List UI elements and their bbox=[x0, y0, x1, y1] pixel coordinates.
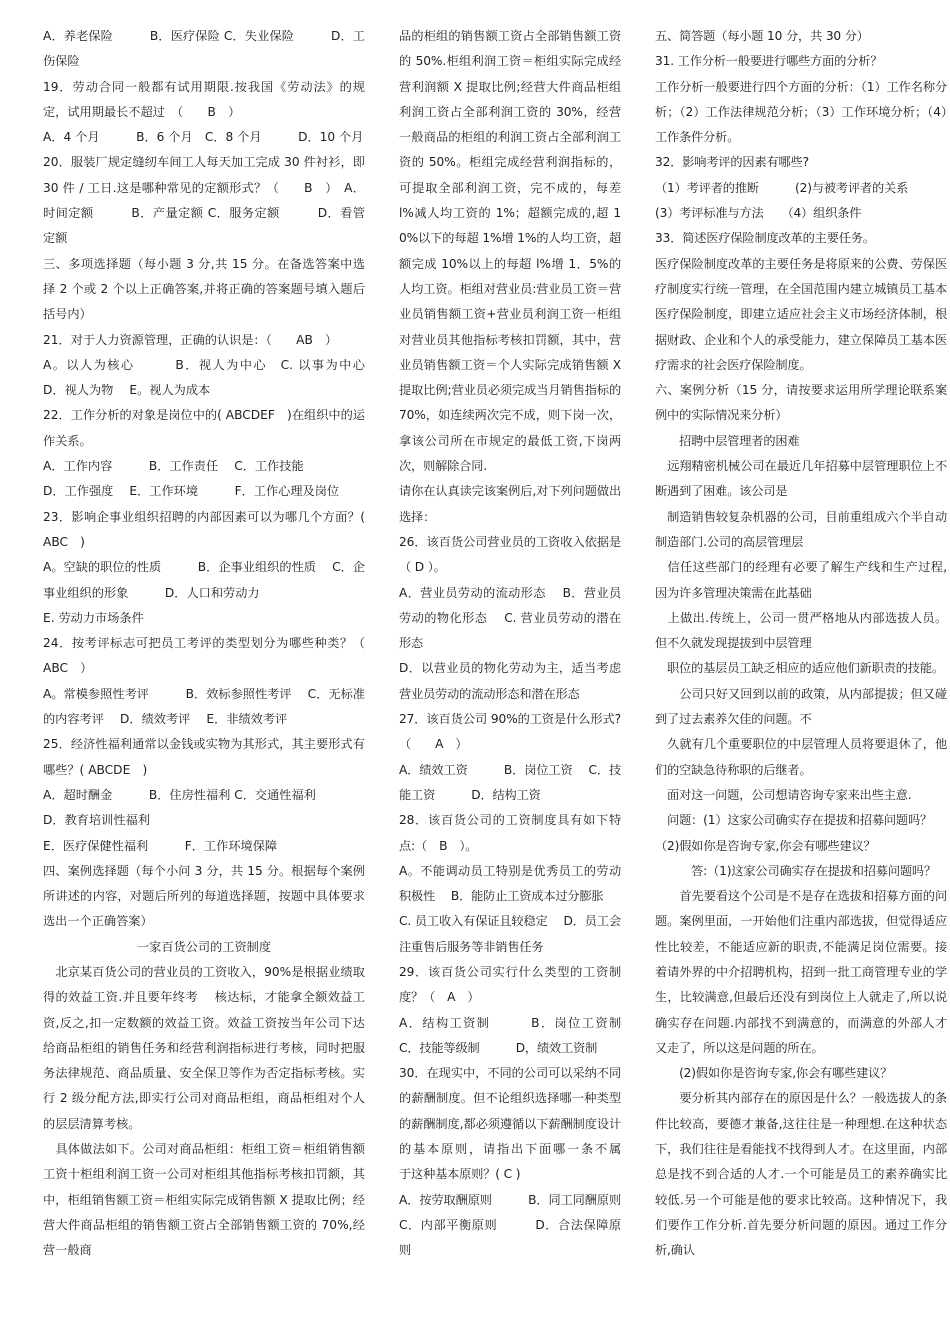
answer-heading-2: (2)假如你是咨询专家,你会有哪些建议？ bbox=[655, 1066, 893, 1081]
answer-paragraph-1: 首先要看这个公司是不是存在选拔和招募方面的问题。案例里面，一开始他们注重内部选拔，但觉得适应性比较差，不能适应新的职责,不能满足岗位需要。接着请外界的中介招聘机构，招到一批工商管理专业的学生，比较满意,但最后还没有到岗位上人就走了,所以说确实存在问题.内部找不到满意的，而满意的外部人才又走了，所以这是问题的所在。 bbox=[655, 889, 947, 1055]
answer-heading-1: 答:（1)这家公司确实存在提拔和招募问题吗？ bbox=[655, 863, 936, 878]
case-analysis-line-5: 职位的基层员工缺乏相应的适应他们新职责的技能。 bbox=[655, 661, 944, 676]
case-analysis-line-3: 信任这些部门的经理有必要了解生产线和生产过程,因为许多管理决策需在此基础 bbox=[655, 560, 947, 600]
left-column bbox=[43, 24, 402, 1264]
answer-options-25a: A．超时酬金 B．住房性福利 C．交通性福利 bbox=[43, 787, 316, 802]
case-paragraph-2: 具体做法如下。公司对商品柜组：柜组工资＝柜组销售额工资十柜组利润工资一公司对柜组其他指标考核扣罚额，其中，柜组销售额工资＝柜组实际完成销售额 X 提取比例；经营大件商品柜组的销售额工资占全部销售额工资的 70%,经营一般商 bbox=[43, 1142, 365, 1258]
case-title: 一家百货公司的工资制度 bbox=[136, 939, 272, 954]
question-30: 30．在现实中，不同的公司可以采纳不同的薪酬制度。但不论组织选择哪一种类型 的薪酬制度,都必须遵循以下薪酬制度设计的基本原则，请指出下面哪一条不属 于这种基本原则？( C ) bbox=[399, 1066, 646, 1182]
answer-33: 医疗保险制度改革的主要任务是将原来的公费、劳保医疗制度实行统一管理，在全国范围内建立城镇员工基本医疗保险制度，即建立适应社会主义市场经济体制，根据财政、企业和个人的承受能力，建立保障员工基本医疗需求的社会医疗保险制度。 bbox=[655, 256, 947, 372]
question-29: 29．该百货公司实行什么类型的工资制度？（ A ） bbox=[399, 964, 621, 1005]
answer-options-28b: C. 员工收入有保证且较稳定 D．员工会注重售后服务等非销售任务 bbox=[399, 914, 621, 954]
section-heading-short-answer: 五、简答题（每小题 10 分，共 30 分） bbox=[655, 29, 869, 43]
answer-options-29: A．结构工资制 B．岗位工资制 C．技能等级制 D，绩效工资制 bbox=[399, 1015, 634, 1055]
answer-options-28a: A。不能调动员工特别是优秀员工的劳动积极性 B．能防止工资成本过分膨胀 bbox=[399, 863, 621, 904]
question-31: 31. 工作分析一般要进行哪些方面的分析？ bbox=[655, 54, 883, 69]
case-analysis-line-7: 久就有几个重要职位的中层管理人员将要退休了，他们的空缺急待称职的后继者。 bbox=[655, 737, 947, 777]
case-analysis-line-8: 面对这一问题，公司想请咨询专家来出些主意. bbox=[655, 787, 912, 802]
answer-options-25c: E．医疗保健性福利 F．工作环境保障 bbox=[43, 838, 278, 853]
case-question-1: 问题：(1）这家公司确实存在提拔和招募问题吗？ bbox=[655, 813, 933, 828]
question-24: 24．按考评标志可把员工考评的类型划分为哪些种类？（ ABC ） bbox=[43, 636, 378, 676]
answer-paragraph-2: 要分析其内部存在的原因是什么？一般选拔人的条件比较高，要德才兼备,这往往是一种理想.在这种状态下，我们往往是看能找不找得到人才。在这里面，内部总是找不到合适的人才.一个可能是员工的素养确实比较低.另一个可能是他的要求比较高。这种情况下，我们要作工作分析.首先要分析问题的原因。通过工作分析,确认 bbox=[655, 1091, 947, 1258]
answer-options-24: A。常模参照性考评 B．效标参照性考评 C．无标准的内容考评 D．绩效考评 E．非绩效考评 bbox=[43, 686, 365, 727]
question-32: 32．影响考评的因素有哪些? bbox=[655, 155, 809, 170]
case-analysis-line-2: 制造销售较复杂机器的公司，目前重组成六个半自动制造部门.公司的高层管理层 bbox=[655, 509, 947, 549]
answer-31: 工作分析一般要进行四个方面的分析：（1）工作名称分析；（2）工作法律规范分析；（3）工作环境分析；（4）工作条件分析。 bbox=[655, 79, 947, 145]
question-23: 23．影响企事业组织招聘的内部因素可以为哪几个方面？( ABC ) bbox=[43, 509, 378, 549]
case-analysis-line-4: 上做出.传统上，公司一贯严格地从内部选拔人员。但不久就发现提拔到中层管理 bbox=[655, 610, 947, 651]
case-question-2: （2)假如你是咨询专家,你会有哪些建议？ bbox=[655, 838, 876, 853]
answer-options-25b: D．教育培训性福利 bbox=[43, 813, 150, 828]
answer-options-19: A．4 个月 B．6 个月 C．8 个月 D．10 个月 bbox=[43, 130, 364, 145]
question-21: 21．对于人力资源管理，正确的认识是：（ AB ） bbox=[43, 332, 338, 347]
question-27: 27．该百货公司 90%的工资是什么形式?（ A ） bbox=[399, 712, 621, 752]
right-column bbox=[655, 24, 947, 1264]
case-analysis-line-6: 公司只好又回到以前的政策，从内部提拔；但又碰到了过去素养欠佳的问题。不 bbox=[655, 686, 947, 727]
middle-column bbox=[399, 24, 646, 1264]
case-analysis-line-1: 远翔精密机械公司在最近几年招募中层管理职位上不断遇到了困难。该公司是 bbox=[655, 459, 947, 499]
case-instruction: 请你在认真读完该案例后,对下列问题做出选择： bbox=[399, 484, 621, 524]
question-28: 28．该百货公司的工资制度具有如下特点:（ B ）。 bbox=[399, 813, 621, 853]
answer-options-22b: D．工作强度 E．工作环境 F．工作心理及岗位 bbox=[43, 484, 340, 499]
question-33: 33．简述医疗保险制度改革的主要任务。 bbox=[655, 231, 875, 246]
case-analysis-title: 招聘中层管理者的困难 bbox=[655, 433, 800, 448]
answer-options-23a: A。空缺的职位的性质 B．企事业组织的性质 C．企事业组织的形象 D．人口和劳动力 bbox=[43, 560, 365, 600]
answer-options-26b: D．以营业员的物化劳动为主，适当考虑营业员劳动的流动形态和潜在形态 bbox=[399, 661, 621, 701]
answer-options-30: A．按劳取酬原则 B．同工同酬原则 C．内部平衡原则 D．合法保障原则 bbox=[399, 1192, 637, 1258]
question-20: 20．服装厂规定缝纫车间工人每天加工完成 30 件衬衫，即 30 件 / 工日.这是哪种常见的定额形式？（ B ） A．时间定额 B．产量定额 C．服务定额 D．看管定额 bbox=[43, 155, 365, 246]
section-heading-case-analysis: 六、案例分析（15 分，请按要求运用所学理论联系案例中的实际情况来分析） bbox=[655, 383, 947, 423]
answer-options-22a: A．工作内容 B．工作责任 C．工作技能 bbox=[43, 459, 304, 474]
answer-options-18: A．养老保险 B．医疗保险 C．失业保险 D．工伤保险 bbox=[43, 29, 365, 69]
section-heading-case-choice: 四、案例选择题（每个小问 3 分，共 15 分。根据每个案例所讲述的内容，对题后所列的每道选择题，按题中具体要求选出一个正确答案） bbox=[43, 863, 365, 929]
question-26: 26．该百货公司营业员的工资收入依据是（ D ）。 bbox=[399, 534, 621, 575]
answer-32b: (3）考评标准与方法 （4）组织条件 bbox=[655, 206, 862, 221]
case-paragraph-1: 北京某百货公司的营业员的工资收入，90%是根据业绩取得的效益工资.并且要年终考 核达标，才能拿全额效益工资,反之,扣一定数额的效益工资。效益工资按当年公司下达给商品柜组的销售任务和经营利润指标进行考核，同时把服务法律规范、商品质量、安全保卫等作为否定指标考核。实行 2 级分配方法,即实行公司对商品柜组，商品柜组对个人的层层清算考核。 bbox=[43, 964, 365, 1131]
answer-32a: （1）考评者的推断 (2)与被考评者的关系 bbox=[655, 180, 909, 195]
answer-options-26a: A．营业员劳动的流动形态 B．营业员劳动的物化形态 C. 营业员劳动的潜在形态 bbox=[399, 585, 621, 651]
case-paragraph-3: 品的柜组的销售额工资占全部销售额工资的 50%.柜组利润工资＝柜组实际完成经营利润额 X 提取比例;经营大件商品柜组利润工资占全部利润工资的 30%，经营一般商品的柜组的利润工资占全部利润工资的 50%。柜组完成经营利润指标的，可提取全部利润工资，完不成的，每差 l%减人均工资的 1%；超额完成的,超 10%以下的每超 1%增 1%的人均工资，超额完成 10%以上的每超 l%增 1．5%的人均工资。柜组对营业员:营业员工资＝营业员销售额工资+营业员利润工资一柜组对营业员其他指标考核扣罚额，其中，营业员销售额工资＝个人实际完成销售额 X 提取比例;营业员必须完成当月销售指标的 70%，如连续两次完不成，则下岗一次，拿该公司所在市规定的最低工资,下岗两次，则解除合同. bbox=[399, 29, 621, 474]
answer-options-21: A。以人为核心 B．视人为中心 C. 以事为中心 D．视人为物 E。视人为成本 bbox=[43, 357, 402, 398]
question-22: 22．工作分析的对象是岗位中的( ABCDEF )在组织中的运作关系。 bbox=[43, 408, 365, 448]
question-25: 25．经济性福利通常以金钱或实物为其形式，其主要形式有哪些？( ABCDE ) bbox=[43, 737, 365, 777]
section-heading-multiple-choice: 三、多项选择题（每小题 3 分,共 15 分。在备选答案中选择 2 个或 2 个以上正确答案,并将正确的答案题号填入题后括号内） bbox=[43, 256, 365, 322]
answer-options-27: A．绩效工资 B．岗位工资 C．技能工资 D．结构工资 bbox=[399, 762, 621, 802]
answer-options-23b: E. 劳动力市场条件 bbox=[43, 610, 144, 625]
question-19: 19．劳动合同一般都有试用期限.按我国《劳动法》的规定，试用期最长不超过 （ B ） bbox=[43, 79, 365, 119]
